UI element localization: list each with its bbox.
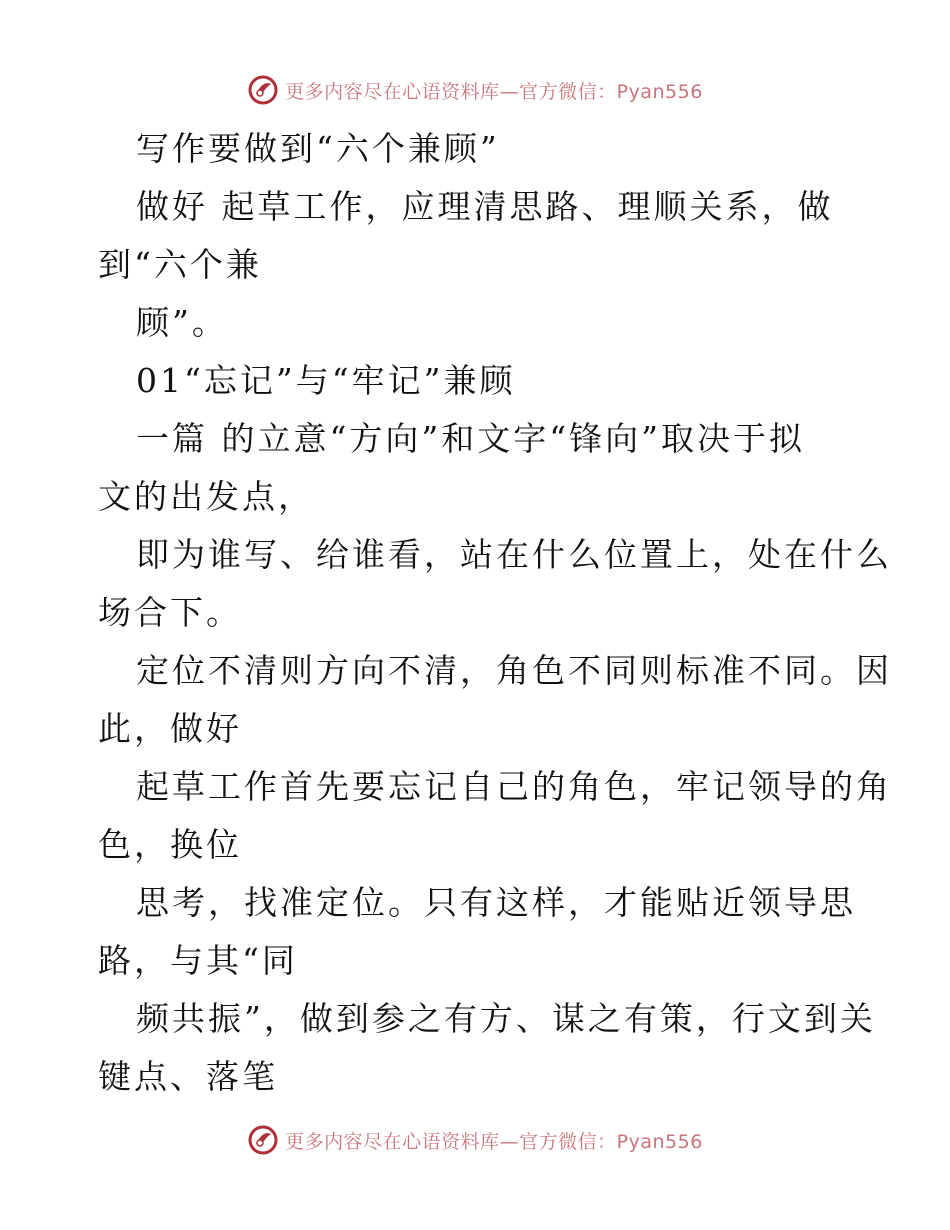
doc-line: 场合下。 — [98, 593, 242, 632]
logo-icon — [247, 1124, 279, 1156]
footer-banner — [0, 1120, 950, 1160]
header-banner — [0, 70, 950, 110]
doc-line: 做好 起草工作，应理清思路、理顺关系，做 — [136, 187, 834, 226]
doc-line: 思考，找准定位。只有这样，才能贴近领导思 — [136, 883, 856, 922]
doc-line: 文的出发点， — [98, 477, 314, 516]
doc-line: 色，换位 — [98, 825, 242, 864]
footer-banner-text: 更多内容尽在心语资料库—官方微信：Pyan556 — [285, 1130, 703, 1153]
doc-line: 键点、落笔 — [98, 1057, 278, 1096]
doc-title: 写作要做到“六个兼顾” — [136, 129, 500, 168]
doc-line: 一篇 的立意“方向”和文字“锋向”取决于拟 — [136, 419, 805, 458]
doc-section-heading: 01“忘记”与“牢记”兼顾 — [136, 361, 516, 400]
logo-icon — [247, 74, 279, 106]
doc-line: 路，与其“同 — [98, 941, 298, 980]
document-body — [98, 120, 898, 1106]
header-banner-text: 更多内容尽在心语资料库—官方微信：Pyan556 — [285, 80, 703, 103]
doc-line: 此，做好 — [98, 709, 242, 748]
doc-line: 起草工作首先要忘记自己的角色，牢记领导的角 — [136, 767, 892, 806]
doc-line: 到“六个兼 — [98, 245, 262, 284]
doc-line: 顾”。 — [136, 303, 228, 342]
doc-line: 即为谁写、给谁看，站在什么位置上，处在什么 — [136, 535, 892, 574]
doc-line: 频共振”，做到参之有方、谋之有策，行文到关 — [136, 999, 876, 1038]
doc-line: 定位不清则方向不清，角色不同则标准不同。因 — [136, 651, 892, 690]
